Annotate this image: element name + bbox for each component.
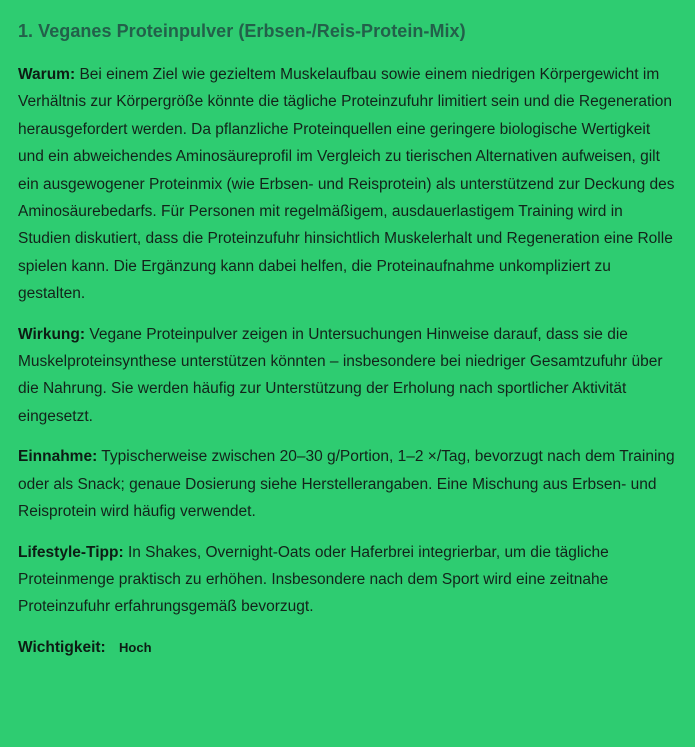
- section-effect-text: Vegane Proteinpulver zeigen in Untersuchungen Hinweise darauf, dass sie die Muskelproteinsynthese unterstützen könnten – insbesondere bei niedriger Gesamtzufuhr über die Nahrung. Sie werden häufig zur Unterstützung der Erholung nach sportlicher Aktivität eingesetzt.: [18, 325, 663, 425]
- section-why-text: Bei einem Ziel wie gezieltem Muskelaufbau sowie einem niedrigen Körpergewicht im Verhältnis zur Körpergröße könnte die tägliche Proteinzufuhr limitiert sein und die Regeneration herausgefordert werden. Da pflanzliche Proteinquellen eine geringere biologische Wertigkeit und ein abweichendes Aminosäureprofil im Vergleich zu tierischen Alternativen aufweisen, gilt ein ausgewogener Proteinmix (wie Erbsen- und Reisprotein) als unterstützend zur Deckung des Aminosäurebedarfs. Für Personen mit regelmäßigem, ausdauerlastigem Training wird in Studien diskutiert, dass die Proteinzufuhr hinsichtlich Muskelerhalt und Regeneration eine Rolle spielen kann. Die Ergänzung kann dabei helfen, die Proteinaufnahme unkompliziert zu gestalten.: [18, 66, 675, 303]
- section-intake-label: Einnahme:: [18, 448, 98, 466]
- importance-label: Wichtigkeit:: [18, 638, 106, 656]
- section-lifestyle-tip: [18, 539, 675, 621]
- importance-badge: Hoch: [119, 639, 152, 655]
- section-lifestyle-tip-text: In Shakes, Overnight-Oats oder Haferbrei integrierbar, um die tägliche Proteinmenge praktisch zu erhöhen. Insbesondere nach dem Sport wird eine zeitnahe Proteinzufuhr erfahrungsgemäß bevorzugt.: [18, 543, 609, 616]
- section-why-label: Warum:: [18, 66, 76, 83]
- supplement-title: 1. Veganes Proteinpulver (Erbsen-/Reis-Protein-Mix): [18, 21, 466, 41]
- section-why: [18, 61, 675, 308]
- section-effect-label: Wirkung:: [18, 325, 86, 343]
- importance-row: [18, 634, 675, 662]
- section-intake: [18, 443, 675, 525]
- section-effect: [18, 321, 675, 431]
- section-lifestyle-tip-label: Lifestyle-Tipp:: [18, 543, 124, 561]
- section-intake-text: Typischerweise zwischen 20–30 g/Portion, 1–2 ×/Tag, bevorzugt nach dem Training oder als Snack; genaue Dosierung siehe Herstellerangaben. Eine Mischung aus Erbsen- und Reisprotein wird häufig verwendet.: [18, 448, 675, 521]
